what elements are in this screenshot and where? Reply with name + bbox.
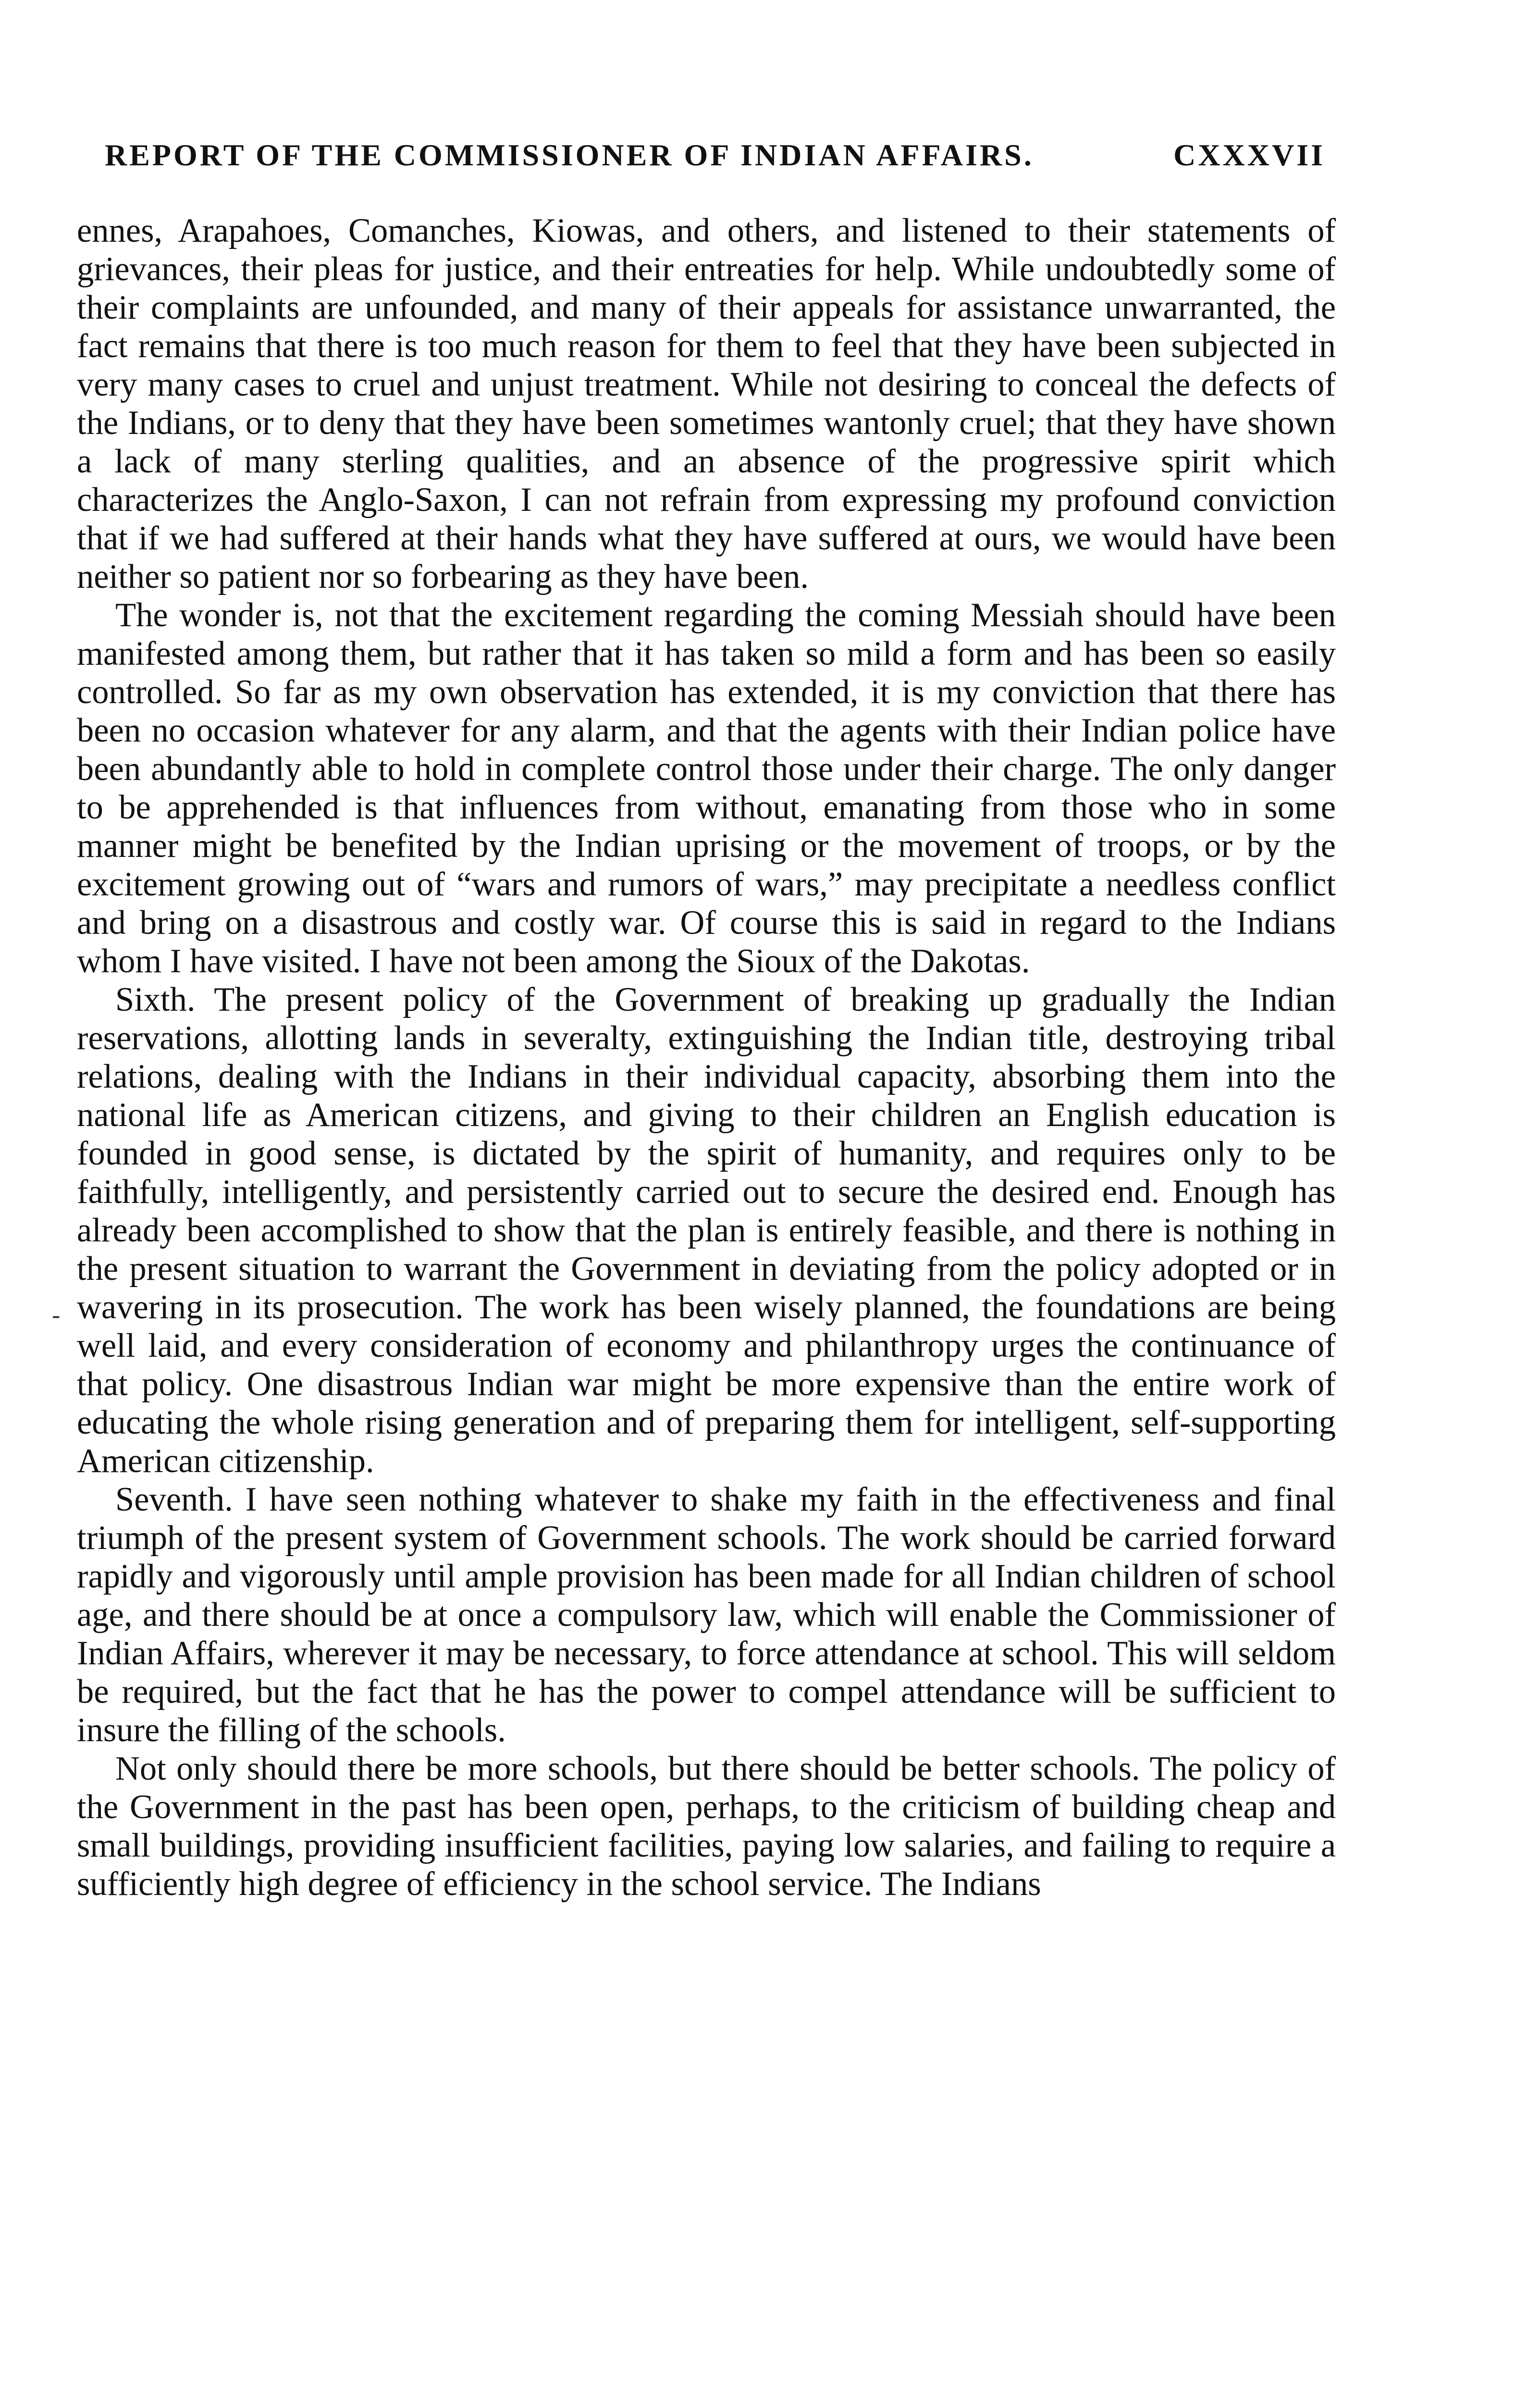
margin-dash-mark: - [52, 1301, 61, 1329]
paragraph-sixth: Sixth. The present policy of the Government of breaking up gradually the Indian reservations, allotting lands in severalty, extinguishing the Indian title, destroying tribal relations, dealing with the Indians in their individual capacity, absorbing them into the national life as American citizens, and giving to their children an English education is founded in good sense, is dictated by the spirit of humanity, and requires only to be faithfully, intelligently, and persistently carried out to secure the desired end. Enough has already been accomplished to show that the plan is entirely feasible, and there is nothing in the present situation to warrant the Government in deviating from the policy adopted or in wavering in its prosecution. The work has been wisely planned, the foundations are being well laid, and every consideration of economy and philanthropy urges the continuance of that policy. One disastrous Indian war might be more expensive than the entire work of educating the whole rising generation and of preparing them for intelligent, self-supporting American citizenship. [77, 981, 1336, 1480]
paragraph-seventh: Seventh. I have seen nothing whatever to shake my faith in the effectiveness and final triumph of the present system of Government schools. The work should be carried forward rapidly and vigorously until ample provision has been made for all Indian children of school age, and there should be at once a compulsory law, which will enable the Commissioner of Indian Affairs, wherever it may be necessary, to force attendance at school. This will seldom be required, but the fact that he has the power to compel attendance will be sufficient to insure the filling of the schools. [77, 1481, 1336, 1749]
paragraph-messiah: The wonder is, not that the excitement regarding the coming Messiah should have been manifested among them, but rather that it has taken so mild a form and has been so easily controlled. So far as my own observation has extended, it is my conviction that there has been no occasion whatever for any alarm, and that the agents with their Indian police have been abundantly able to hold in complete control those under their charge. The only danger to be apprehended is that influences from without, emanating from those who in some manner might be benefited by the Indian uprising or the movement of troops, or by the excitement growing out of “wars and rumors of wars,” may precipitate a needless conflict and bring on a disastrous and costly war. Of course this is said in regard to the Indians whom I have visited. I have not been among the Sioux of the Dakotas. [77, 596, 1336, 980]
page-number: CXXXVII [1173, 138, 1325, 172]
running-head [105, 129, 1325, 182]
paragraph-better-schools: Not only should there be more schools, but there should be better schools. The policy of the Government in the past has been open, perhaps, to the criticism of building cheap and small buildings, providing insufficient facilities, paying low salaries, and failing to require a sufficiently high degree of efficiency in the school service. The Indians [77, 1750, 1336, 1903]
running-head-title: REPORT OF THE COMMISSIONER OF INDIAN AFFAIRS. [105, 138, 1034, 172]
paragraph-continued: ennes, Arapahoes, Comanches, Kiowas, and others, and listened to their statements of grievances, their pleas for justice, and their entreaties for help. While undoubtedly some of their complaints are unfounded, and many of their appeals for assistance unwarranted, the fact remains that there is too much reason for them to feel that they have been subjected in very many cases to cruel and unjust treatment. While not desiring to conceal the defects of the Indians, or to deny that they have been sometimes wantonly cruel; that they have shown a lack of many sterling qualities, and an absence of the progressive spirit which characterizes the Anglo-Saxon, I can not refrain from expressing my profound conviction that if we had suffered at their hands what they have suffered at ours, we would have been neither so patient nor so forbearing as they have been. [77, 212, 1336, 595]
body-text [77, 211, 1336, 1903]
